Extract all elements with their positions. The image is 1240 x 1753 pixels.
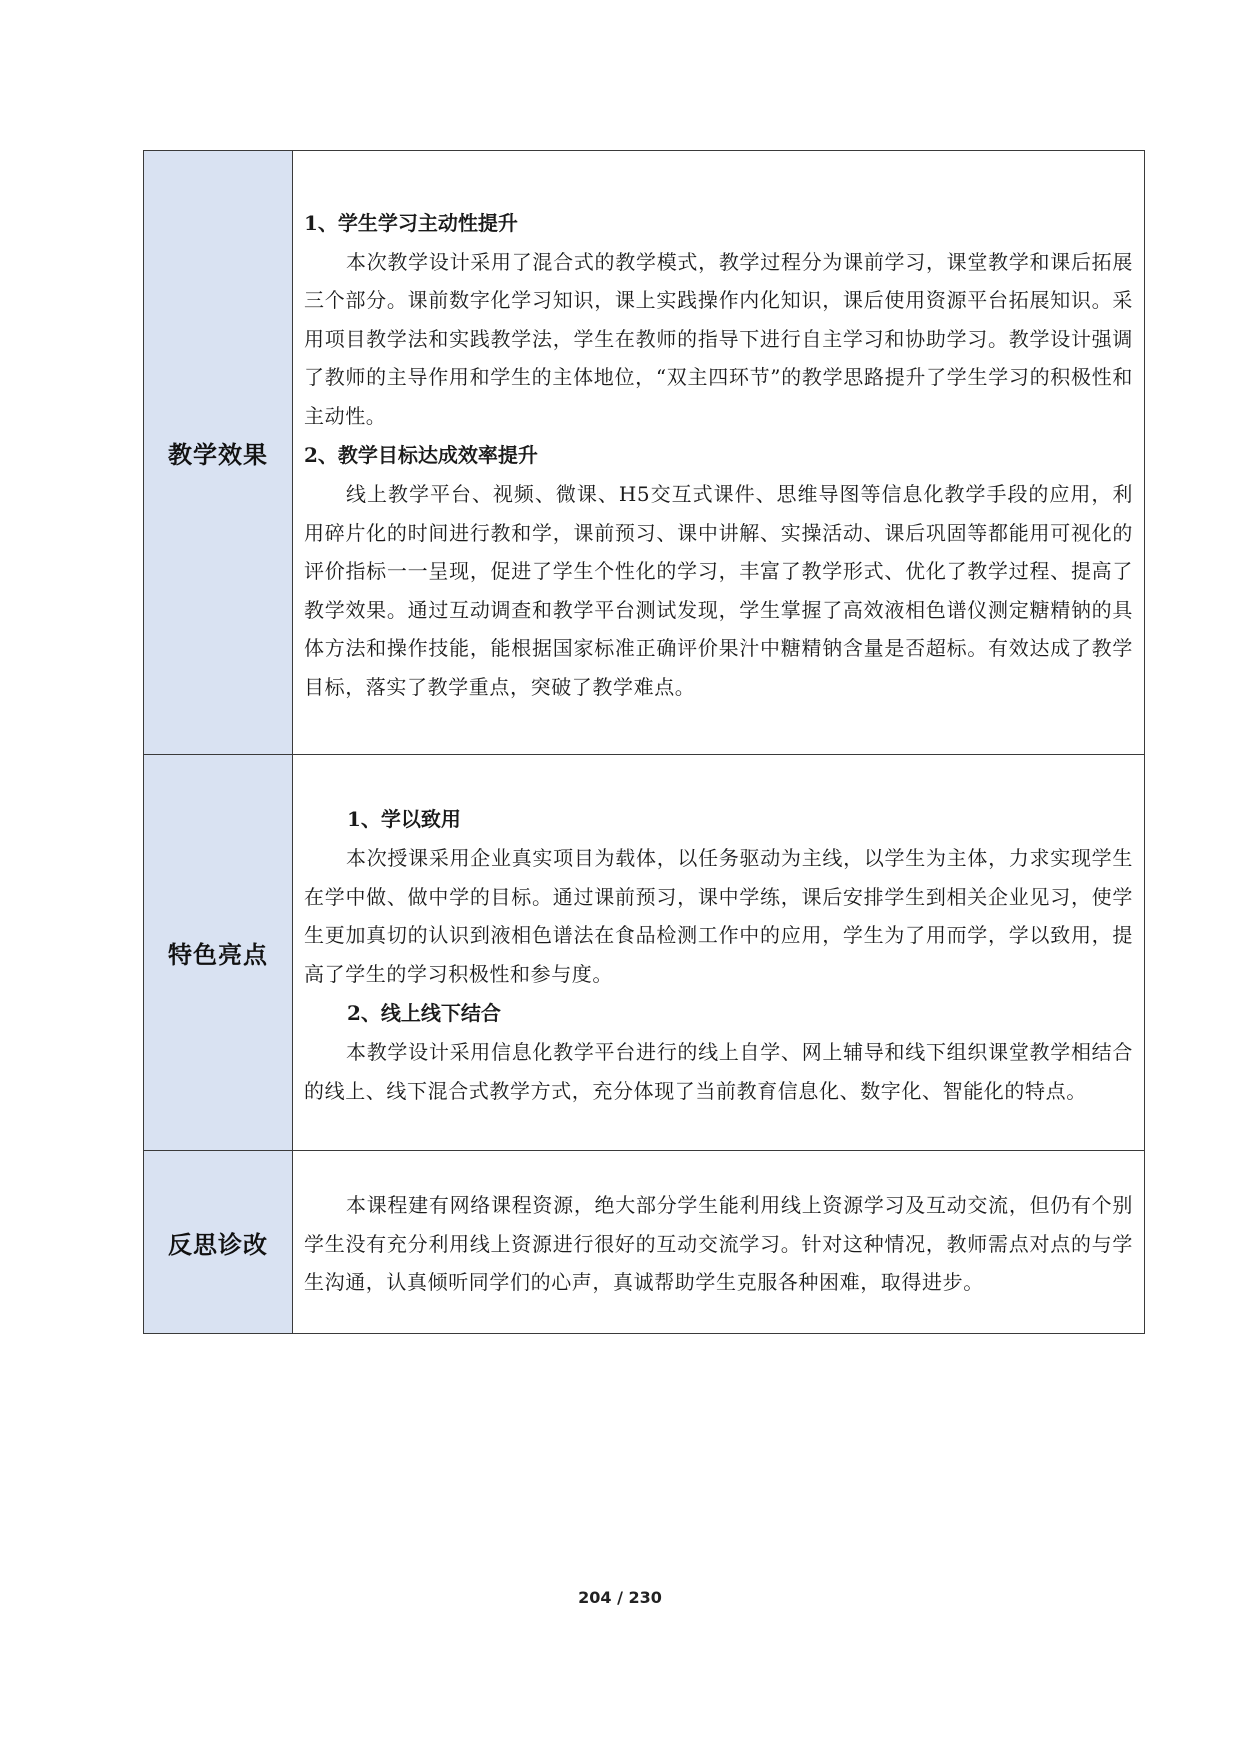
section-paragraph: 本教学设计采用信息化教学平台进行的线上自学、网上辅导和线下组织课堂教学相结合的线上、线下混合式教学方式，充分体现了当前教育信息化、数字化、智能化的特点。: [304, 1040, 1133, 1103]
section-paragraph: 本次教学设计采用了混合式的教学模式，教学过程分为课前学习，课堂教学和课后拓展三个部分。课前数字化学习知识，课上实践操作内化知识，课后使用资源平台拓展知识。采用项目教学法和实践教学法，学生在教师的指导下进行自主学习和协助学习。教学设计强调了教师的主导作用和学生的主体地位，“双主四环节”的教学思路提升了学生学习的积极性和主动性。: [304, 249, 1133, 428]
row-content-cell: [293, 151, 1145, 755]
evaluation-table: [143, 150, 1145, 1334]
row-content-cell: [293, 755, 1145, 1151]
table-row-reflection: [144, 1151, 1145, 1334]
section-paragraph: 本课程建有网络课程资源，绝大部分学生能利用线上资源学习及互动交流，但仍有个别学生没有充分利用线上资源进行很好的互动交流学习。针对这种情况，教师需点对点的与学生沟通，认真倾听同学们的心声，真诚帮助学生克服各种困难，取得进步。: [304, 1193, 1133, 1295]
row-label-reflection: 反思诊改: [168, 1230, 268, 1259]
table-row-highlights: [144, 755, 1145, 1151]
section-paragraph: 线上教学平台、视频、微课、H5交互式课件、思维导图等信息化教学手段的应用，利用碎片化的时间进行教和学，课前预习、课中讲解、实操活动、课后巩固等都能用可视化的评价指标一一呈现，促进了学生个性化的学习，丰富了教学形式、优化了教学过程、提高了教学效果。通过互动调查和教学平台测试发现，学生掌握了高效液相色谱仪测定糖精钠的具体方法和操作技能，能根据国家标准正确评价果汁中糖精钠含量是否超标。有效达成了教学目标，落实了教学重点，突破了教学难点。: [304, 482, 1133, 699]
row-label-highlights: 特色亮点: [168, 941, 268, 969]
section-paragraph: 本次授课采用企业真实项目为载体，以任务驱动为主线，以学生为主体，力求实现学生在学中做、做中学的目标。通过课前预习，课中学练，课后安排学生到相关企业见习，使学生更加真切的认识到液相色谱法在食品检测工作中的应用，学生为了用而学，学以致用，提高了学生的学习积极性和参与度。: [304, 846, 1133, 986]
section-heading: 1、学生学习主动性提升: [304, 210, 518, 235]
page-number: 204 / 230: [578, 1588, 662, 1607]
row-content-cell: [293, 1151, 1145, 1334]
section-heading: 1、学以致用: [347, 807, 461, 831]
row-label-cell: [144, 1151, 293, 1334]
row-label-cell: [144, 755, 293, 1151]
table-row-teaching-effect: [144, 151, 1145, 755]
row-label-cell: [144, 151, 293, 755]
row-label-teaching-effect: 教学效果: [168, 441, 268, 469]
section-heading: 2、线上线下结合: [347, 1001, 501, 1025]
section-heading: 2、教学目标达成效率提升: [304, 443, 538, 468]
